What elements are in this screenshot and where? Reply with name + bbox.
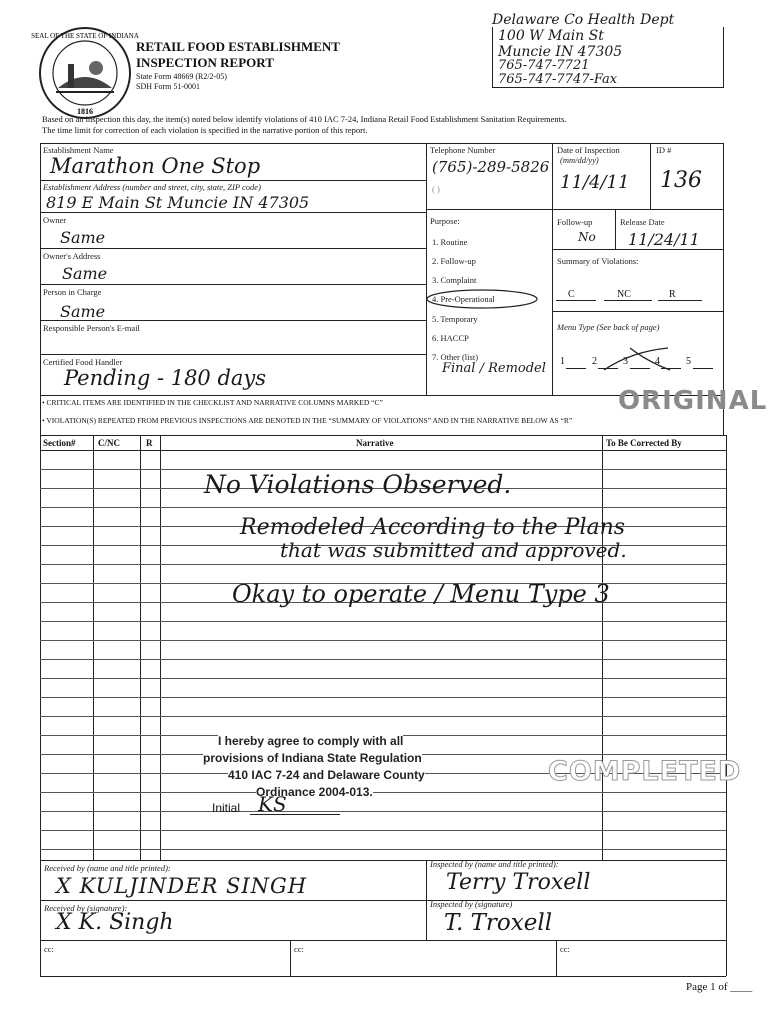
menu-type-3[interactable]: 3 <box>623 356 628 367</box>
purpose-haccp[interactable]: 6. HACCP <box>432 333 469 343</box>
owner-value[interactable]: Same <box>60 228 106 247</box>
narrative-line-4: Okay to operate / Menu Type 3 <box>232 580 610 608</box>
purpose-follow-up[interactable]: 2. Follow-up <box>432 256 476 266</box>
menu-type-label: Menu Type (See back of page) <box>557 322 660 332</box>
repeated-violations-note: • VIOLATION(S) REPEATED FROM PREVIOUS INSPECTIONS ARE DENOTED IN THE “SUMMARY OF VIOLATIONS” AND IN THE NARRATIVE BELOW AS “R” <box>42 416 573 425</box>
report-subtitle: INSPECTION REPORT <box>136 55 274 70</box>
food-handler-value[interactable]: Pending - 180 days <box>64 366 267 390</box>
address-value[interactable]: 819 E Main St Muncie IN 47305 <box>46 193 310 212</box>
col-section-header: Section# <box>43 438 76 448</box>
menu-type-mark <box>600 344 672 374</box>
purpose-routine[interactable]: 1. Routine <box>432 237 468 247</box>
agreement-line-2: provisions of Indiana State Regulation <box>203 751 422 765</box>
release-date-value[interactable]: 11/24/11 <box>628 230 700 249</box>
purpose-label: Purpose: <box>430 216 460 226</box>
follow-up-value[interactable]: No <box>578 230 596 244</box>
summary-c-label: C <box>568 289 575 300</box>
summary-label: Summary of Violations: <box>557 256 639 266</box>
health-dept-name: Delaware Co Health Dept <box>492 12 675 28</box>
col-correct-by-header: To Be Corrected By <box>606 438 682 448</box>
received-name-value[interactable]: X KULJINDER SINGH <box>56 874 308 898</box>
purpose-other-value[interactable]: Final / Remodel <box>442 361 546 376</box>
summary-r-label: R <box>669 289 676 300</box>
owner-address-label: Owner's Address <box>43 251 101 261</box>
owner-label: Owner <box>43 215 67 225</box>
health-dept-street: 100 W Main St <box>498 28 604 44</box>
follow-up-label: Follow-up <box>557 217 593 227</box>
telephone-label: Telephone Number <box>430 145 496 155</box>
purpose-complaint[interactable]: 3. Complaint <box>432 275 477 285</box>
col-narrative-header: Narrative <box>356 438 394 448</box>
inspected-name-label: Inspected by (name and title printed): <box>430 859 559 869</box>
col-cnc-header: C/NC <box>98 438 120 448</box>
page-number: Page 1 of ____ <box>686 981 753 993</box>
id-value[interactable]: 136 <box>660 168 702 193</box>
cc-field-1[interactable]: cc: <box>44 944 54 954</box>
state-seal <box>31 26 139 120</box>
email-label: Responsible Person's E-mail <box>43 323 140 333</box>
health-dept-city: Muncie IN 47305 <box>498 44 623 60</box>
date-label: Date of Inspection <box>557 145 620 155</box>
fax-label: ( ) <box>432 184 440 194</box>
intro-line-1: Based on an inspection this day, the item(s) noted below identify violations of 410 IAC 7-24, Indiana Retail Food Establishment Sanitation Requirements. <box>42 114 567 124</box>
initial-label: Initial <box>212 801 241 815</box>
person-in-charge-label: Person in Charge <box>43 287 102 297</box>
menu-type-5[interactable]: 5 <box>686 356 691 367</box>
owner-address-value[interactable]: Same <box>62 264 108 283</box>
narrative-line-1: No Violations Observed. <box>204 470 512 499</box>
establishment-name-label: Establishment Name <box>43 145 114 155</box>
id-label: ID # <box>656 145 672 155</box>
date-value[interactable]: 11/4/11 <box>560 172 630 193</box>
intro-line-2: The time limit for correction of each violation is specified in the narrative portion of this report. <box>42 125 368 135</box>
release-date-label: Release Date <box>620 217 665 227</box>
date-format-label: (mm/dd/yy) <box>560 155 599 165</box>
menu-type-2[interactable]: 2 <box>592 356 597 367</box>
purpose-temporary[interactable]: 5. Temporary <box>432 314 478 324</box>
seal-year: 1816 <box>77 107 93 116</box>
pre-operational-circle <box>424 287 542 311</box>
establishment-name-value[interactable]: Marathon One Stop <box>50 154 261 178</box>
cc-field-2[interactable]: cc: <box>294 944 304 954</box>
critical-items-note: • CRITICAL ITEMS ARE IDENTIFIED IN THE CHECKLIST AND NARRATIVE COLUMNS MARKED “C” <box>42 398 383 407</box>
inspected-signature-label: Inspected by (signature) <box>430 899 513 909</box>
menu-type-4[interactable]: 4 <box>655 356 660 367</box>
cc-field-3[interactable]: cc: <box>560 944 570 954</box>
food-handler-label: Certified Food Handler <box>43 357 123 367</box>
report-title: RETAIL FOOD ESTABLISHMENT <box>136 39 340 54</box>
summary-nc-label: NC <box>617 289 631 300</box>
purpose-other[interactable]: 7. Other (list) <box>432 352 479 362</box>
form-number-state: State Form 48669 (R2/2-05) <box>136 72 227 81</box>
received-name-label: Received by (name and title printed): <box>44 863 171 873</box>
received-signature-value[interactable]: X K. Singh <box>56 910 174 935</box>
narrative-line-2: Remodeled According to the Plans <box>240 515 626 540</box>
agreement-line-4: Ordinance 2004-013. <box>256 785 373 799</box>
health-dept-phone: 765-747-7721 <box>498 58 590 73</box>
purpose-pre-operational[interactable]: 4. Pre-Operational <box>432 294 495 304</box>
health-dept-fax: 765-747-7747-Fax <box>498 72 618 87</box>
address-label: Establishment Address (number and street, city, state, ZIP code) <box>43 182 261 192</box>
inspected-name-value[interactable]: Terry Troxell <box>446 870 591 895</box>
completed-stamp: COMPLETED <box>548 756 742 787</box>
form-number-sdh: SDH Form 51-0001 <box>136 82 201 91</box>
menu-type-1[interactable]: 1 <box>560 356 565 367</box>
received-signature-label: Received by (signature): <box>44 903 128 913</box>
inspected-signature-value[interactable]: T. Troxell <box>444 910 553 936</box>
seal-text: SEAL OF THE STATE OF INDIANA <box>31 32 139 40</box>
person-in-charge-value[interactable]: Same <box>60 302 106 321</box>
col-r-header: R <box>146 438 153 448</box>
telephone-value[interactable]: (765)-289-5826 <box>432 158 550 176</box>
original-stamp: ORIGINAL <box>618 386 768 416</box>
initial-value[interactable]: KS <box>258 792 287 816</box>
agreement-line-3: 410 IAC 7-24 and Delaware County <box>228 768 425 782</box>
narrative-line-3: that was submitted and approved. <box>280 538 627 562</box>
agreement-line-1: I hereby agree to comply with all <box>218 734 404 748</box>
